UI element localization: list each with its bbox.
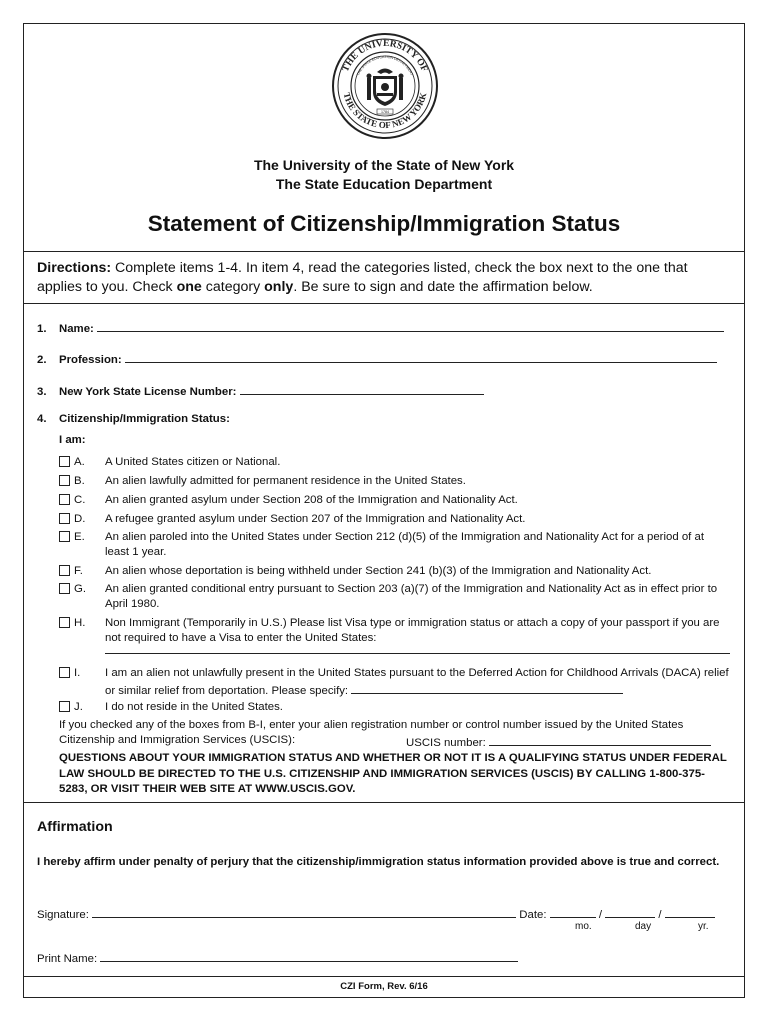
signature-row bbox=[37, 905, 715, 921]
seal-year: 1784 bbox=[381, 110, 389, 114]
signature-label: Signature: bbox=[37, 909, 89, 921]
option-g bbox=[59, 582, 730, 611]
option-letter: B. bbox=[74, 475, 85, 487]
profession-field[interactable] bbox=[125, 350, 717, 363]
item-number: 3. bbox=[37, 386, 47, 398]
directions-text-1: Complete items 1-4. In item 4, read the categories listed, check the box next to the one that applies to you. Check bbox=[37, 260, 688, 295]
checkbox-j[interactable] bbox=[59, 701, 70, 712]
option-b bbox=[59, 474, 730, 489]
date-month-field[interactable] bbox=[550, 905, 596, 918]
print-name-label: Print Name: bbox=[37, 953, 98, 965]
option-text: An alien granted conditional entry pursuant to Section 203 (a)(7) of the Immigration and Nationality Act as in effect prior to April 1980. bbox=[105, 583, 718, 610]
uscis-number-label: USCIS number: bbox=[406, 737, 486, 749]
item-number: 2. bbox=[37, 354, 47, 366]
option-text: A United States citizen or National. bbox=[105, 456, 281, 468]
form-page bbox=[23, 23, 745, 998]
date-year-field[interactable] bbox=[665, 905, 715, 918]
directions-bold-2: only bbox=[264, 278, 294, 295]
option-letter: H. bbox=[74, 617, 86, 629]
option-letter: G. bbox=[74, 583, 87, 595]
option-text: A refugee granted asylum under Section 207 of the Immigration and Nationality Act. bbox=[105, 513, 526, 525]
option-letter: I. bbox=[74, 667, 81, 679]
checkbox-a[interactable] bbox=[59, 456, 70, 467]
option-text-i: I am an alien not unlawfully present in the United States pursuant to the Deferred Action for Childhood Arrivals (DACA) relief or similar relief from deportation. Please specify: bbox=[105, 667, 729, 697]
status-label: Citizenship/Immigration Status: bbox=[59, 413, 230, 425]
day-caption: day bbox=[635, 921, 652, 932]
checkbox-d[interactable] bbox=[59, 513, 70, 524]
seal-ring-bottom: THE STATE OF NEW YORK bbox=[341, 91, 429, 131]
option-letter: F. bbox=[74, 565, 83, 577]
directions bbox=[37, 259, 732, 296]
option-a bbox=[59, 455, 730, 470]
checkbox-e[interactable] bbox=[59, 531, 70, 542]
option-letter: J. bbox=[74, 701, 83, 713]
uscis-text: If you checked any of the boxes from B-I, enter your alien registration number or control number issued by the United States Citizenship and Immigration Services (USCIS): bbox=[59, 719, 684, 746]
state-seal bbox=[331, 32, 439, 140]
option-letter: C. bbox=[74, 494, 86, 506]
seal-graphic bbox=[331, 32, 439, 140]
uscis-number-field[interactable] bbox=[489, 733, 711, 746]
item-status bbox=[37, 413, 230, 425]
directions-label: Directions: bbox=[37, 260, 112, 276]
name-field[interactable] bbox=[97, 319, 724, 332]
uscis-warning: QUESTIONS ABOUT YOUR IMMIGRATION STATUS AND WHETHER OR NOT IT IS A QUALIFYING STATUS UNDER FEDERAL LAW SHOULD BE DIRECTED TO THE U.S. CITIZENSHIP AND IMMIGRATION SERVICES (USCIS) BY CALLING 1-800-375-5283, OR VISIT THEIR WEB SITE AT WWW.USCIS.GOV. bbox=[59, 752, 727, 795]
item-number: 1. bbox=[37, 323, 47, 335]
date-separator: / bbox=[598, 909, 603, 921]
date-day-field[interactable] bbox=[605, 905, 655, 918]
item-profession bbox=[37, 350, 717, 366]
option-text: An alien granted asylum under Section 208 of the Immigration and Nationality Act. bbox=[105, 494, 518, 506]
item-number: 4. bbox=[37, 413, 47, 425]
name-label: Name: bbox=[59, 323, 94, 335]
option-text: Non Immigrant (Temporarily in U.S.) Please list Visa type or immigration status or attach a copy of your passport if you are not required to have a Visa to enter the United States: bbox=[105, 617, 720, 644]
daca-specify-field[interactable] bbox=[351, 681, 623, 694]
option-f bbox=[59, 564, 730, 579]
option-i bbox=[59, 666, 730, 698]
org-line-2: The State Education Department bbox=[275, 176, 493, 192]
seal-ring-top: THE UNIVERSITY OF bbox=[340, 38, 430, 74]
option-text: I do not reside in the United States. bbox=[105, 701, 283, 713]
checkbox-f[interactable] bbox=[59, 565, 70, 576]
profession-label: Profession: bbox=[59, 354, 122, 366]
item-license bbox=[37, 382, 484, 398]
checkbox-i[interactable] bbox=[59, 667, 70, 678]
divider-top bbox=[24, 251, 744, 252]
divider-directions bbox=[24, 303, 744, 304]
date-label: Date: bbox=[519, 909, 547, 921]
form-footer: CZI Form, Rev. 6/16 bbox=[340, 981, 428, 992]
checkbox-b[interactable] bbox=[59, 475, 70, 486]
affirmation-title: Affirmation bbox=[37, 819, 113, 835]
date-separator: / bbox=[658, 909, 662, 921]
affirmation-text: I hereby affirm under penalty of perjury that the citizenship/immigration status information provided above is true and correct. bbox=[37, 856, 720, 868]
checkbox-g[interactable] bbox=[59, 583, 70, 594]
checkbox-c[interactable] bbox=[59, 494, 70, 505]
org-line-1: The University of the State of New York bbox=[253, 157, 515, 173]
license-number-field[interactable] bbox=[240, 382, 484, 395]
divider-affirmation bbox=[24, 802, 744, 803]
item-name bbox=[37, 319, 724, 335]
seal-ring-inner: THE STATE EDUCATION DEPARTMENT bbox=[356, 54, 414, 77]
option-j bbox=[59, 700, 730, 715]
option-text: An alien paroled into the United States under Section 212 (d)(5) of the Immigration and Nationality Act for a period of at least 1 year. bbox=[105, 531, 704, 558]
i-am-label: I am: bbox=[59, 434, 86, 446]
print-name-field[interactable] bbox=[100, 949, 518, 962]
print-name-row bbox=[37, 949, 518, 965]
directions-text-2: category bbox=[201, 278, 265, 295]
option-letter: E. bbox=[74, 531, 85, 543]
directions-text-3: . Be sure to sign and date the affirmation below. bbox=[293, 278, 593, 295]
visa-type-field[interactable] bbox=[105, 641, 730, 654]
year-caption: yr. bbox=[698, 921, 709, 932]
option-text: An alien lawfully admitted for permanent residence in the United States. bbox=[105, 475, 466, 487]
option-letter: D. bbox=[74, 513, 86, 525]
option-text: An alien whose deportation is being withheld under Section 241 (b)(3) of the Immigration and Nationality Act. bbox=[105, 565, 652, 577]
directions-bold-1: one bbox=[176, 278, 202, 295]
checkbox-h[interactable] bbox=[59, 617, 70, 628]
option-text bbox=[105, 666, 730, 698]
divider-footer bbox=[24, 976, 744, 977]
option-e bbox=[59, 530, 730, 559]
month-caption: mo. bbox=[575, 921, 592, 932]
signature-field[interactable] bbox=[92, 905, 516, 918]
page-title: Statement of Citizenship/Immigration Status bbox=[147, 211, 621, 236]
option-d bbox=[59, 512, 730, 527]
license-label: New York State License Number: bbox=[59, 386, 237, 398]
option-letter: A. bbox=[74, 456, 85, 468]
option-c bbox=[59, 493, 730, 508]
uscis-number-row bbox=[406, 733, 730, 751]
